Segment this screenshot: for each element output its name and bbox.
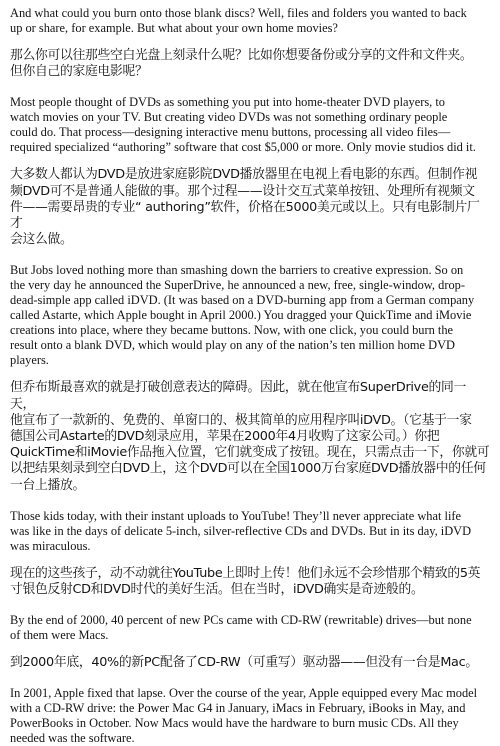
paragraph-en-2001-fix: In 2001, Apple fixed that lapse. Over the course of the year, Apple equipped every Mac model with a CD-RW drive: the Power Mac G4 in January, iMacs in February, iBooks in May, and PowerBooks in October. Now Macs would have the hardware to burn music CDs. All they needed was the software. — [10, 686, 478, 746]
paragraph-zh-cd-rw-stat: 到2000年底，40%的新PC配备了CD-RW（可重写）驱动器——但没有一台是Mac。 — [10, 655, 478, 671]
paragraph-zh-youtube-kids: 现在的这些孩子，动不动就往YouTube上即时上传！他们永远不会珍惜那个精致的5英 寸银色反射CD和DVD时代的美好生活。但在当时，iDVD确实是奇迹般的。 — [10, 565, 481, 598]
paragraph-en-dvd-authoring: Most people thought of DVDs as something you put into home-theater DVD players, to watch movies on your TV. But creating video DVDs was not something ordinary people could do. That process—designing interactive menu buttons, processing all video files— required specialized “authoring” software that cost $5,000 or more. Only movie studios did it. — [10, 95, 476, 155]
paragraph-zh-idvd-announcement: 但乔布斯最喜欢的就是打破创意表达的障碍。因此，就在他宣布SuperDrive的同一天， 他宣布了一款新的、免费的、单窗口的、极其简单的应用程序叫iDVD。（它基于一家 德国公司Astarte的DVD刻录应用，苹果在2000年4月收购了这家公司。）你把 QuickTime和iMovie作品拖入位置，它们就变成了按钮。现在，只需点击一下，你就可 以把结果刻录到空白DVD上，这个DVD可以在全国1000万台家庭DVD播放器中的任何 一台上播放。 — [10, 380, 490, 493]
paragraph-en-cd-rw-stat: By the end of 2000, 40 percent of new PCs came with CD-RW (rewritable) drives—but none of them were Macs. — [10, 613, 472, 643]
paragraph-en-idvd-announcement: But Jobs loved nothing more than smashing down the barriers to creative expression. So on the very day he announced the SuperDrive, he announced a new, free, single-window, drop- dead-simple app called iDVD. (It was based on a DVD-burning app from a German company called Astarte, which Apple bought in April 2000.) You dragged your QuickTime and iMovie creations into place, where they became buttons. Now, with one click, you could burn the result onto a blank DVD, which would play on any of the nation’s ten million home DVD players. — [10, 263, 475, 368]
paragraph-en-blank-discs: And what could you burn onto those blank discs? Well, files and folders you wanted to back up or share, for example. But what about your own home movies? — [10, 6, 467, 35]
paragraph-zh-blank-discs: 那么你可以往那些空白光盘上刻录什么呢？比如你想要备份或分享的文件和文件夹。 但你自己的家庭电影呢？ — [10, 48, 473, 80]
paragraph-zh-dvd-authoring: 大多数人都认为DVD是放进家庭影院DVD播放器里在电视上看电影的东西。但制作视 频DVD可不是普通人能做的事。那个过程——设计交互式菜单按钮、处理所有视频文 件——需要昂贵的专业“ authoring”软件，价格在5000美元或以上。只有电影制片厂才 会这么做。 — [10, 167, 480, 248]
paragraph-en-youtube-kids: Those kids today, with their instant uploads to YouTube! They’ll never appreciate what life was like in the days of delicate 5-inch, silver-reflective CDs and DVDs. But in its day, iDVD was miraculous. — [10, 508, 472, 553]
